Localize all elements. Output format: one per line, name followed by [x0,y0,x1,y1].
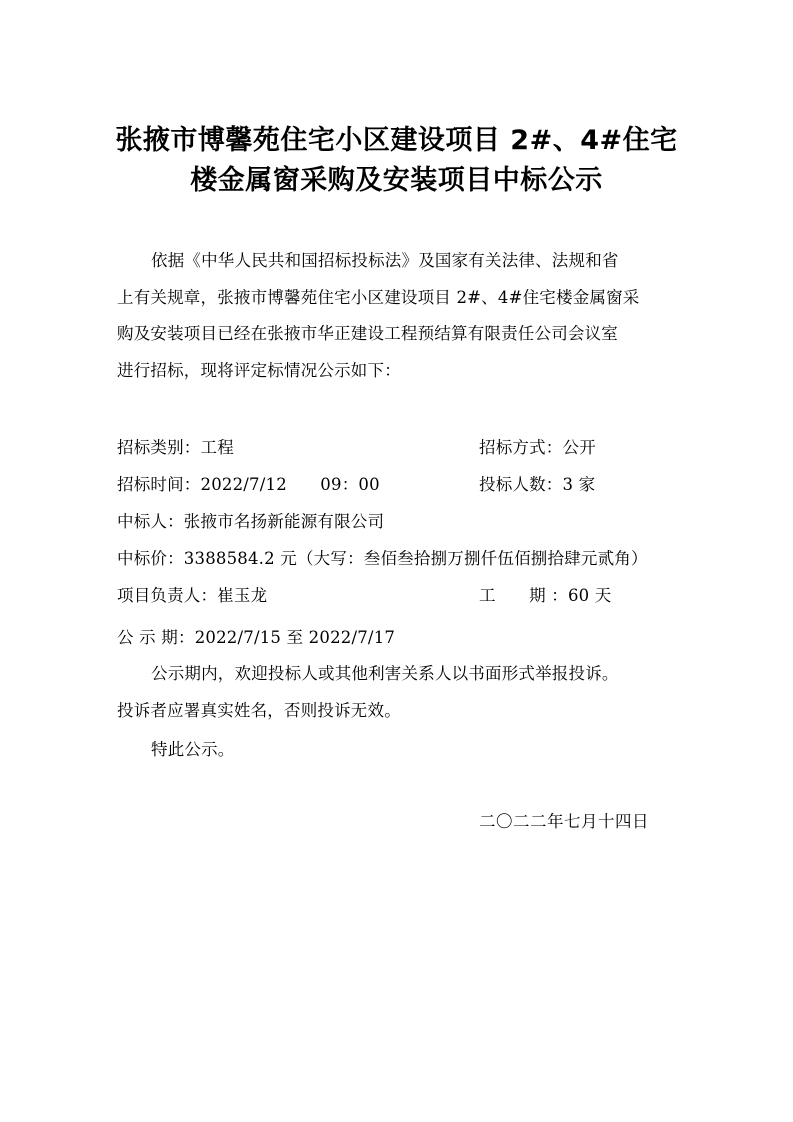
issue-date: 二〇二二年七月十四日 [479,812,649,831]
bidder-count: 投标人数：3 家 [479,475,596,494]
construction-period: 工 期 ：60 天 [479,586,612,605]
project-manager: 项目负责人：崔玉龙 [117,586,268,605]
closing-statement: 特此公示。 [151,740,235,759]
notice-line-1: 公示期内，欢迎投标人或其他利害关系人以书面形式举报投诉。 [151,664,619,683]
intro-line-3: 购及安装项目已经在张掖市华正建设工程预结算有限责任公司会议室 [117,324,618,343]
bid-time: 招标时间：2022/7/12 09：00 [117,475,380,494]
winning-bidder: 中标人：张掖市名扬新能源有限公司 [117,512,385,531]
bid-method: 招标方式：公开 [479,438,596,457]
intro-line-1: 依据《中华人民共和国招标投标法》及国家有关法律、法规和省 [151,251,619,270]
bid-category: 招标类别：工程 [117,438,234,457]
document-title-line-2: 楼金属窗采购及安装项目中标公示 [190,165,603,196]
document-title-line-1: 张掖市博馨苑住宅小区建设项目 2#、4#住宅 [115,125,678,156]
intro-line-4: 进行招标，现将评定标情况公示如下： [117,361,401,380]
notice-line-2: 投诉者应署真实姓名，否则投诉无效。 [117,701,401,720]
publicity-period: 公 示 期：2022/7/15 至 2022/7/17 [117,628,396,647]
winning-price: 中标价：3388584.2 元（大写：叁佰叁拾捌万捌仟伍佰捌拾肆元贰角） [117,549,648,568]
intro-line-2: 上有关规章，张掖市博馨苑住宅小区建设项目 2#、4#住宅楼金属窗采 [117,288,640,307]
